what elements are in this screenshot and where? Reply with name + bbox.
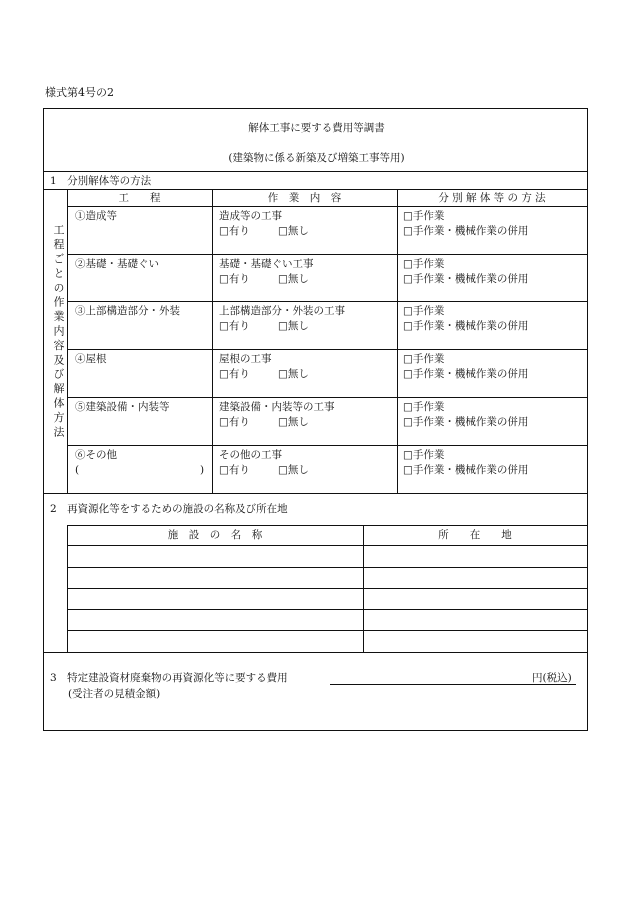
row1-no-checkbox[interactable]: □無し [278, 225, 309, 237]
facility-row[interactable] [67, 630, 587, 631]
row6-no-checkbox[interactable]: □無し [278, 464, 309, 476]
section3-note: (受注者の見積金額) [68, 688, 161, 700]
row6-other-open-paren: ( [75, 464, 80, 476]
cost-statement-form [43, 108, 588, 731]
section1-left-border [67, 189, 68, 493]
col-header-work: 作 業 内 容 [267, 192, 342, 204]
section1-col-divider-2 [397, 189, 398, 493]
row3-yes-checkbox[interactable]: □有り [219, 320, 250, 332]
row5-work: 建築設備・内装等の工事 [219, 401, 335, 413]
col-header-facility-name: 施 設 の 名 称 [167, 529, 263, 541]
col-header-facility-location: 所 在 地 [438, 529, 512, 541]
row5-no-checkbox[interactable]: □無し [278, 416, 309, 428]
row5-combined-checkbox[interactable]: □手作業・機械作業の併用 [403, 416, 529, 428]
row1-process: ①造成等 [75, 210, 117, 222]
section2-bottom-border [44, 652, 587, 653]
section1-bottom-border [44, 493, 587, 494]
row4-yes-checkbox[interactable]: □有り [219, 368, 250, 380]
row-divider [67, 349, 587, 350]
row5-manual-checkbox[interactable]: □手作業 [403, 401, 445, 413]
row4-work: 屋根の工事 [219, 353, 272, 365]
row4-no-checkbox[interactable]: □無し [278, 368, 309, 380]
row5-process: ⑤建築設備・内装等 [75, 401, 170, 413]
section3-heading: 3 特定建設資材廃棄物の再資源化等に要する費用 [50, 672, 288, 684]
form-number: 様式第4号の2 [45, 86, 114, 99]
row6-manual-checkbox[interactable]: □手作業 [403, 449, 445, 461]
row2-no-checkbox[interactable]: □無し [278, 273, 309, 285]
section1-col-divider-1 [212, 189, 213, 493]
row3-manual-checkbox[interactable]: □手作業 [403, 305, 445, 317]
title-divider [44, 171, 587, 172]
row3-no-checkbox[interactable]: □無し [278, 320, 309, 332]
facility-row[interactable] [67, 588, 587, 589]
row1-yes-checkbox[interactable]: □有り [219, 225, 250, 237]
row-divider [67, 397, 587, 398]
facility-row[interactable] [67, 609, 587, 610]
section1-header-divider [67, 206, 587, 207]
row6-other-close-paren: ) [200, 464, 205, 476]
row6-process: ⑥その他 [75, 449, 117, 461]
col-header-method: 分 別 解 体 等 の 方 法 [438, 192, 546, 204]
currency-tax-included: 円(税込) [532, 672, 572, 684]
row5-yes-checkbox[interactable]: □有り [219, 416, 250, 428]
row2-yes-checkbox[interactable]: □有り [219, 273, 250, 285]
row3-combined-checkbox[interactable]: □手作業・機械作業の併用 [403, 320, 529, 332]
section1-vertical-label: 工程ごとの作業内容及び解体方法 [52, 224, 65, 440]
section1-heading: 1 分別解体等の方法 [50, 175, 152, 187]
facility-row[interactable] [67, 567, 587, 568]
row2-work: 基礎・基礎ぐい工事 [219, 258, 314, 270]
section2-table-top [67, 525, 587, 526]
row3-work: 上部構造部分・外装の工事 [219, 305, 345, 317]
row-divider [67, 301, 587, 302]
row6-work: その他の工事 [219, 449, 282, 461]
row2-process: ②基礎・基礎ぐい [75, 258, 159, 270]
row-divider [67, 254, 587, 255]
row6-yes-checkbox[interactable]: □有り [219, 464, 250, 476]
row1-combined-checkbox[interactable]: □手作業・機械作業の併用 [403, 225, 529, 237]
row2-combined-checkbox[interactable]: □手作業・機械作業の併用 [403, 273, 529, 285]
row1-work: 造成等の工事 [219, 210, 282, 222]
section2-header-divider [67, 545, 587, 546]
row2-manual-checkbox[interactable]: □手作業 [403, 258, 445, 270]
row4-process: ④屋根 [75, 353, 107, 365]
document-title: 解体工事に要する費用等調書 [248, 122, 385, 134]
col-header-process: 工 程 [118, 192, 161, 204]
section2-heading: 2 再資源化等をするための施設の名称及び所在地 [50, 503, 288, 515]
row4-manual-checkbox[interactable]: □手作業 [403, 353, 445, 365]
section1-heading-divider [44, 189, 587, 190]
row1-manual-checkbox[interactable]: □手作業 [403, 210, 445, 222]
document-subtitle: (建築物に係る新築及び増築工事等用) [228, 152, 405, 164]
row4-combined-checkbox[interactable]: □手作業・機械作業の併用 [403, 368, 529, 380]
row6-combined-checkbox[interactable]: □手作業・機械作業の併用 [403, 464, 529, 476]
row3-process: ③上部構造部分・外装 [75, 305, 180, 317]
row-divider [67, 445, 587, 446]
